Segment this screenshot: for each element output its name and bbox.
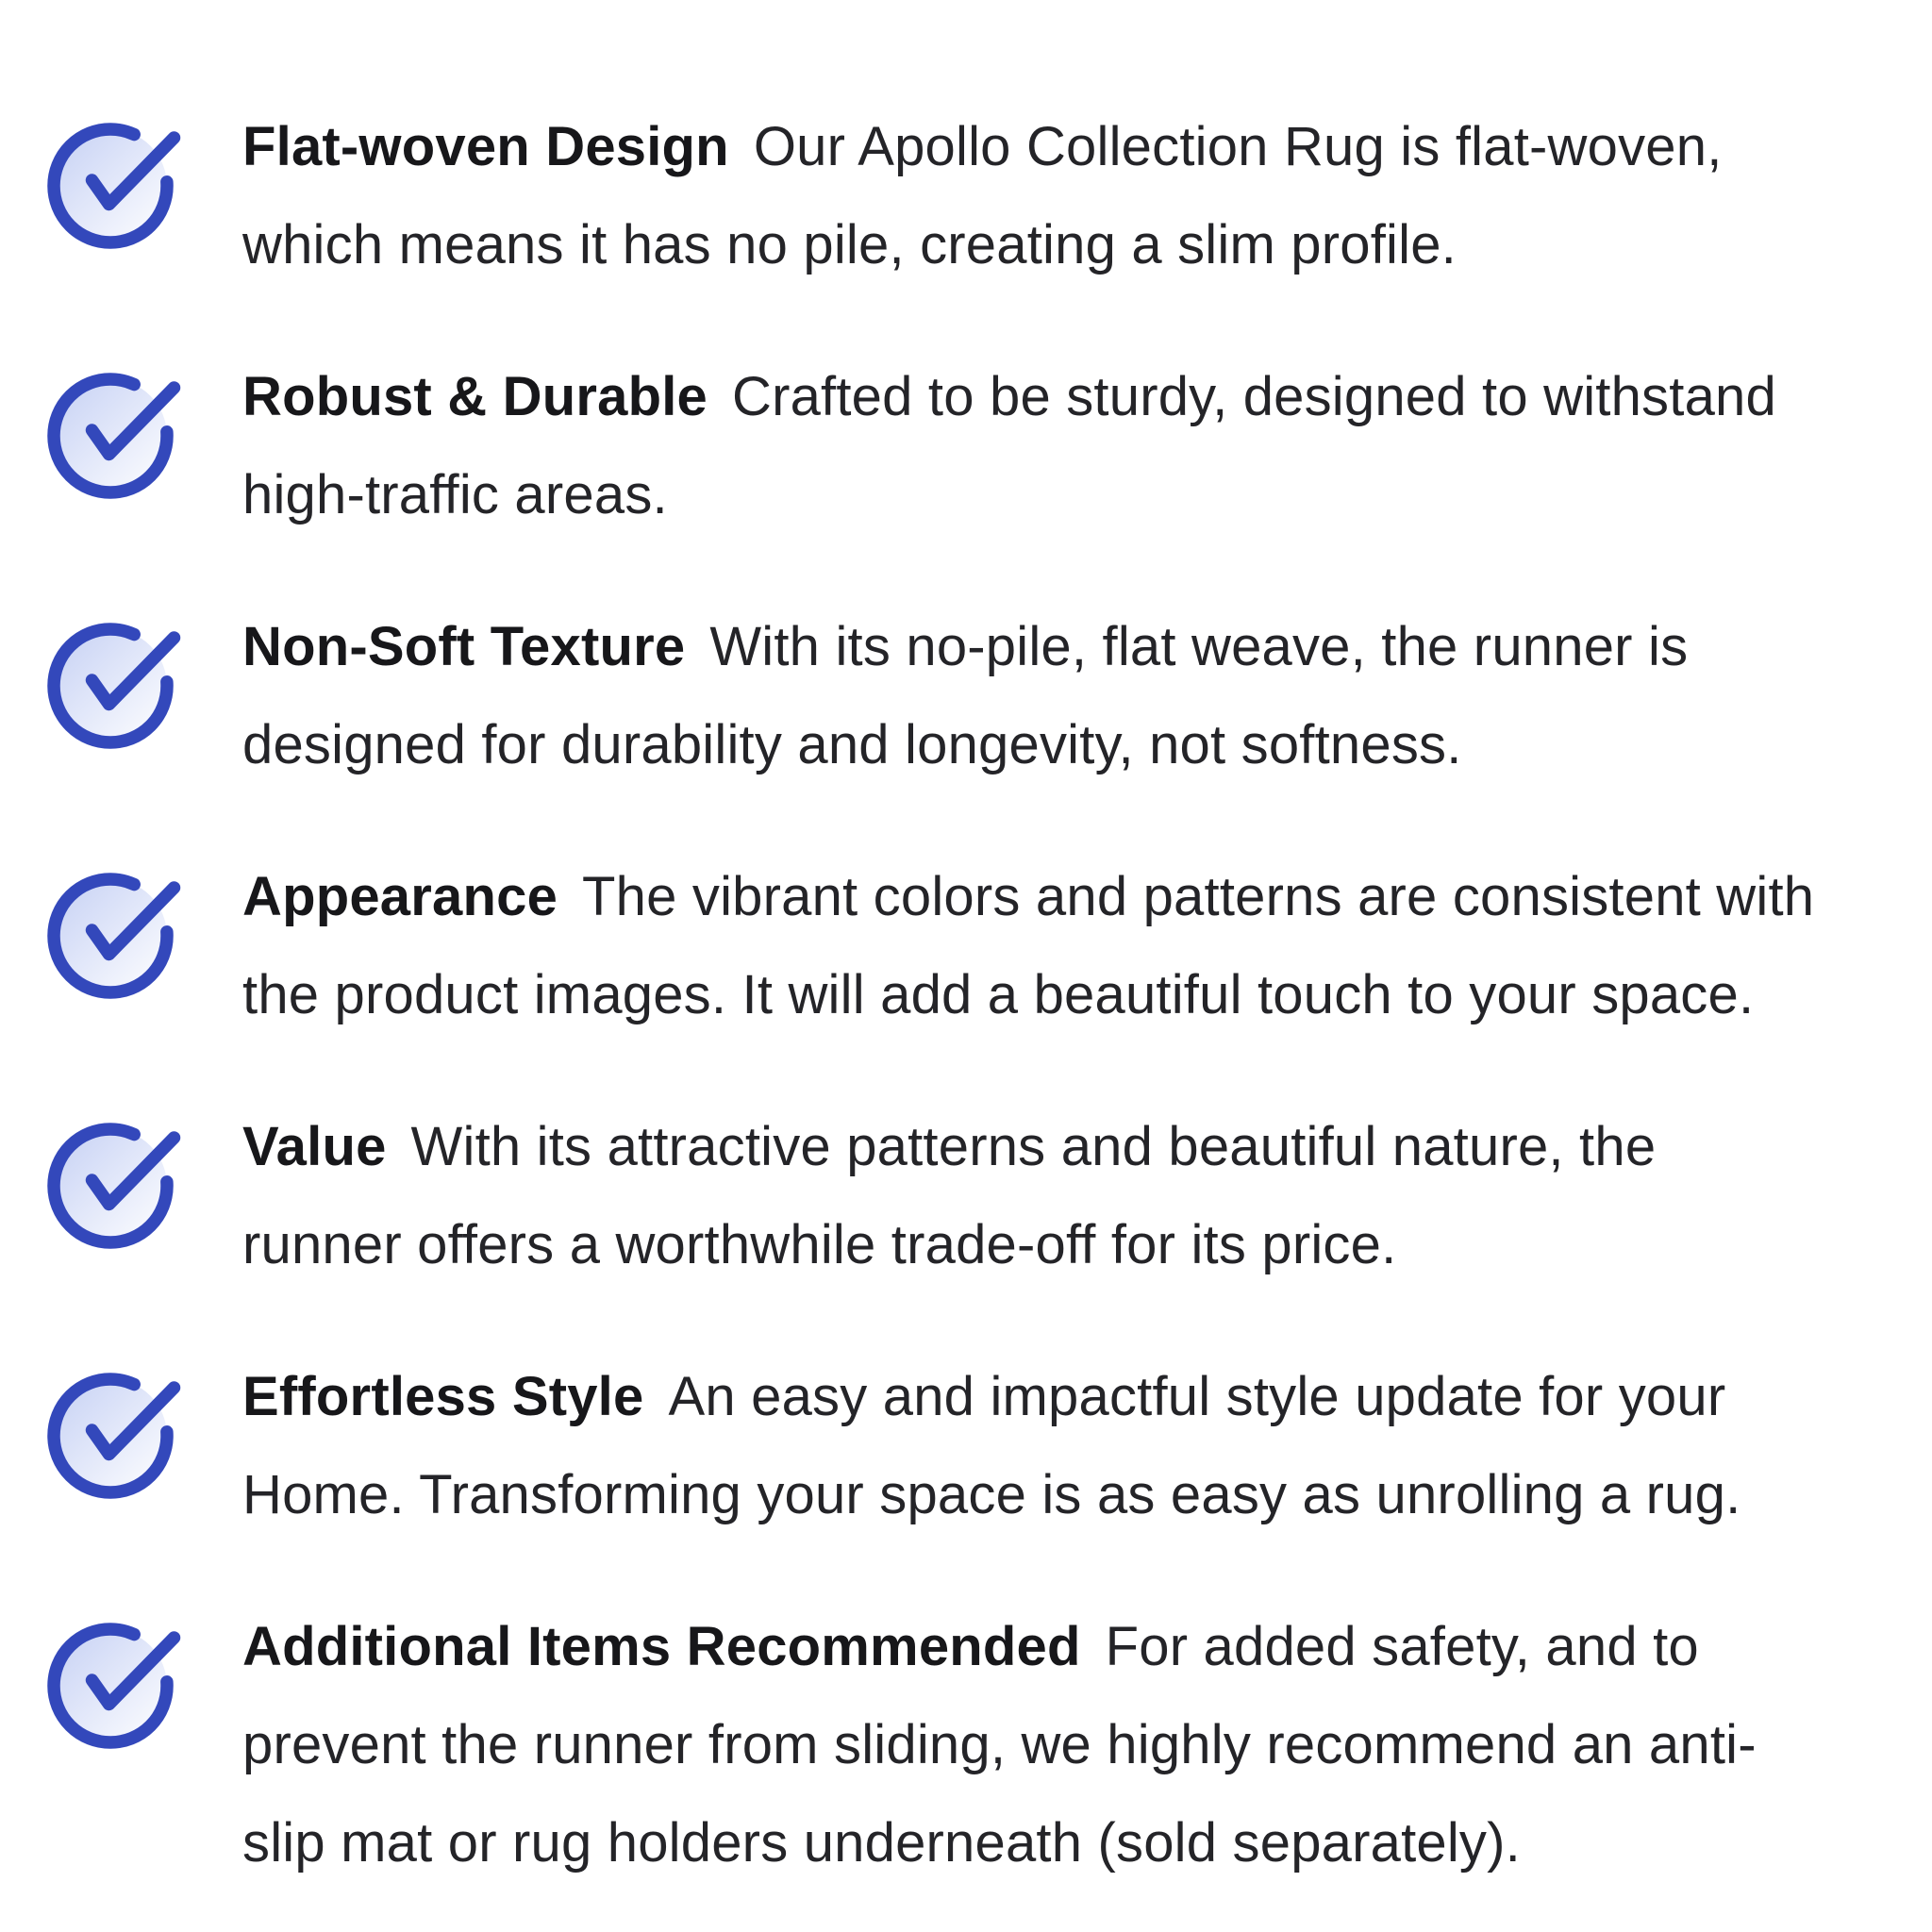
feature-first-line [242,98,1723,196]
feature-title: Effortless Style [242,1366,644,1427]
feature-line: Crafted to be sturdy, designed to withstand [732,366,1776,427]
feature-item [45,848,1904,1044]
feature-text [242,598,1688,794]
feature-first-line [242,348,1776,446]
feature-item [45,348,1904,544]
feature-first-line [242,1598,1757,1696]
feature-line: Our Apollo Collection Rug is flat-woven, [753,116,1723,177]
feature-title: Appearance [242,866,558,927]
feature-text [242,848,1814,1044]
feature-line: slip mat or rug holders underneath (sold separately). [242,1812,1521,1874]
feature-text [242,98,1723,294]
feature-first-line [242,848,1814,946]
feature-line: high-traffic areas. [242,464,668,525]
feature-line: The vibrant colors and patterns are consistent with [582,866,1815,927]
check-circle-icon [45,359,201,501]
feature-line: For added safety, and to [1105,1616,1699,1677]
feature-line: With its attractive patterns and beautiful nature, the [410,1116,1657,1177]
feature-line: the product images. It will add a beautiful touch to your space. [242,964,1755,1025]
check-circle-icon [45,1609,201,1751]
feature-text [242,1598,1757,1892]
feature-title: Additional Items Recommended [242,1616,1081,1677]
feature-title: Non-Soft Texture [242,616,686,677]
check-circle-icon [45,1109,201,1251]
feature-line: prevent the runner from sliding, we highly recommend an anti- [242,1714,1757,1775]
feature-line: which means it has no pile, creating a slim profile. [242,214,1457,275]
check-circle-icon [45,1359,201,1501]
feature-item [45,1098,1904,1294]
feature-first-line [242,1348,1740,1446]
feature-item [45,1348,1904,1544]
check-circle-icon [45,109,201,251]
feature-text [242,1098,1656,1294]
feature-first-line [242,598,1688,696]
feature-item [45,598,1904,794]
feature-line: With its no-pile, flat weave, the runner is [709,616,1689,677]
feature-item [45,1598,1904,1892]
feature-line: An easy and impactful style update for your [668,1366,1726,1427]
check-circle-icon [45,609,201,751]
feature-first-line [242,1098,1656,1196]
feature-text [242,348,1776,544]
feature-text [242,1348,1740,1544]
feature-item [45,98,1904,294]
feature-line: Home. Transforming your space is as easy as unrolling a rug. [242,1464,1741,1525]
feature-line: designed for durability and longevity, not softness. [242,714,1462,775]
feature-title: Robust & Durable [242,366,708,427]
feature-line: runner offers a worthwhile trade-off for its price. [242,1214,1397,1275]
feature-title: Value [242,1116,387,1177]
check-circle-icon [45,859,201,1001]
feature-title: Flat-woven Design [242,116,729,177]
